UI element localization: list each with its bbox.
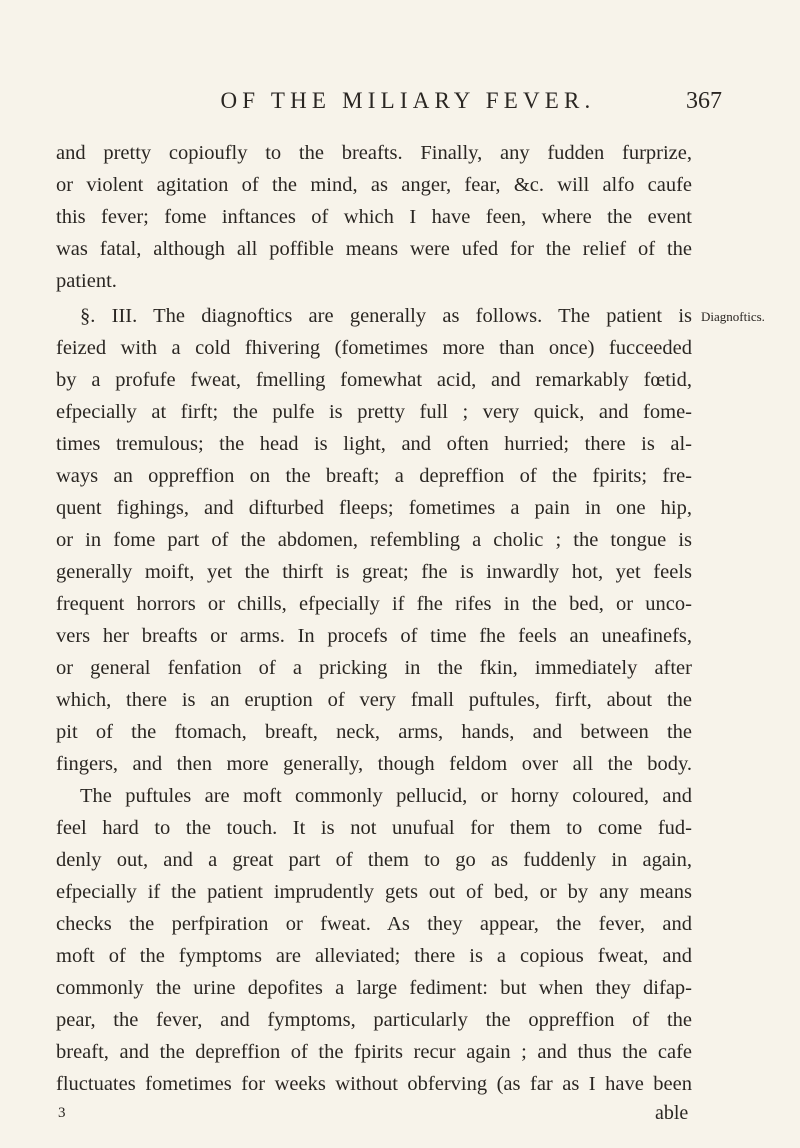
text-line: feized with a cold fhivering (fometimes more than once) fucceeded: [56, 337, 692, 359]
text-line: or in fome part of the abdomen, refembling a cholic ; the tongue is: [56, 529, 692, 551]
margin-note: Diagnoftics.: [701, 309, 765, 324]
text-line: moft of the fymptoms are alleviated; there is a copious fweat, and: [56, 945, 692, 967]
text-line: §. III. The diagnoftics are generally as follows. The patient is: [80, 305, 692, 327]
text-line: commonly the urine depofites a large fediment: but when they difap-: [56, 977, 692, 999]
text-line: efpecially if the patient imprudently gets out of bed, or by any means: [56, 881, 692, 903]
text-line: The puftules are moft commonly pellucid, or horny coloured, and: [80, 785, 692, 807]
text-line: generally moift, yet the thirft is great; fhe is inwardly hot, yet feels: [56, 561, 692, 583]
text-line: vers her breafts or arms. In procefs of time fhe feels an uneafinefs,: [56, 625, 692, 647]
text-line: pear, the fever, and fymptoms, particularly the oppreffion of the: [56, 1009, 692, 1031]
text-line: was fatal, although all poffible means were ufed for the relief of the: [56, 238, 692, 260]
text-line: which, there is an eruption of very fmall puftules, firft, about the: [56, 689, 692, 711]
text-line: fluctuates fometimes for weeks without obferving (as far as I have been: [56, 1073, 692, 1095]
text-line: patient.: [56, 270, 117, 292]
text-line: quent fighings, and difturbed fleeps; fometimes a pain in one hip,: [56, 497, 692, 519]
text-line: denly out, and a great part of them to go as fuddenly in again,: [56, 849, 692, 871]
text-line: feel hard to the touch. It is not unufual for them to come fud-: [56, 817, 692, 839]
signature-mark: 3: [58, 1105, 66, 1121]
text-line: or violent agitation of the mind, as anger, fear, &c. will alfo caufe: [56, 174, 692, 196]
text-line: ways an oppreffion on the breaft; a depreffion of the fpirits; fre-: [56, 465, 692, 487]
text-line: checks the perfpiration or fweat. As they appear, the fever, and: [56, 913, 692, 935]
text-line: pit of the ftomach, breaft, neck, arms, hands, and between the: [56, 721, 692, 743]
catchword: able: [655, 1102, 689, 1124]
text-line: this fever; fome inftances of which I have feen, where the event: [56, 206, 692, 228]
text-line: frequent horrors or chills, efpecially if fhe rifes in the bed, or unco-: [56, 593, 692, 615]
text-line: and pretty copioufly to the breafts. Finally, any fudden furprize,: [56, 142, 692, 164]
text-line: by a profufe fweat, fmelling fomewhat acid, and remarkably fœtid,: [56, 369, 692, 391]
text-line: times tremulous; the head is light, and often hurried; there is al-: [56, 433, 692, 455]
text-line: or general fenfation of a pricking in the fkin, immediately after: [56, 657, 692, 679]
text-line: efpecially at firft; the pulfe is pretty full ; very quick, and fome-: [56, 401, 692, 423]
page-number: 367: [686, 88, 722, 114]
text-line: fingers, and then more generally, though feldom over all the body.: [56, 753, 692, 775]
running-title: OF THE MILIARY FEVER.: [220, 88, 596, 113]
text-line: breaft, and the depreffion of the fpirits recur again ; and thus the cafe: [56, 1041, 692, 1063]
